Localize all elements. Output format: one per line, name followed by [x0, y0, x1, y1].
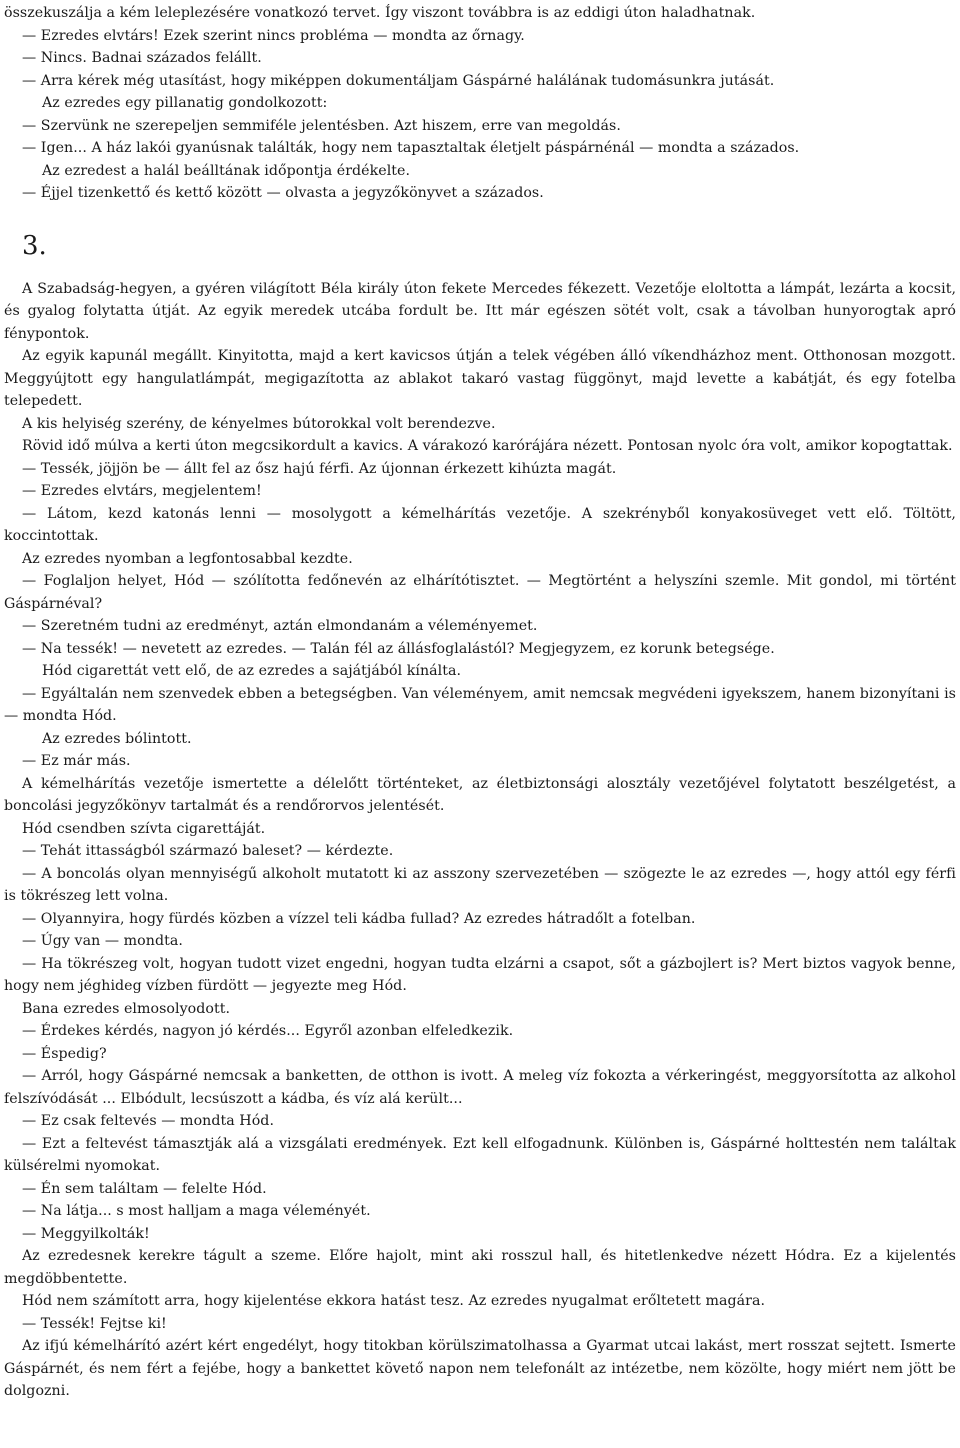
paragraph: — Nincs. Badnai százados felállt. [22, 50, 262, 66]
paragraph: Az ezredesnek kerekre tágult a szeme. Előre hajolt, mint aki rosszul hall, és hitetlenkedve nézett Hódra. Ez a kijelentés megdöbbentette. [4, 1248, 956, 1287]
paragraph: összekuszálja a kém leleplezésére vonatkozó tervet. Így viszont továbbra is az eddigi úton haladhatnak. [4, 5, 756, 21]
paragraph: — Ezredes elvtárs, megjelentem! [22, 483, 262, 499]
paragraph: — Egyáltalán nem szenvedek ebben a betegségben. Van véleményem, amit nemcsak megvédeni igyekszem, hanem bizonyítani is — mondta Hód. [4, 685, 956, 724]
paragraph: — Ez csak feltevés — mondta Hód. [22, 1113, 275, 1129]
paragraph: — Szeretném tudni az eredményt, aztán elmondanám a véleményemet. [22, 618, 538, 634]
paragraph: — Tessék! Fejtse ki! [22, 1315, 167, 1332]
paragraph: Hód nem számított arra, hogy kijelentése ekkora hatást tesz. Az ezredes nyugalmat erőltetett magára. [22, 1293, 766, 1309]
paragraph: — Ezt a feltevést támasztják alá a vizsgálati eredmények. Ezt kell elfogadnunk. Különben is, Gáspárné holttestén nem találtak külsérelmi nyomokat. [4, 1135, 956, 1174]
paragraph: — Ez már más. [22, 753, 131, 769]
paragraph: — Éjjel tizenkettő és kettő között — olvasta a jegyzőkönyvet a százados. [22, 185, 544, 201]
paragraph: Bana ezredes elmosolyodott. [22, 1000, 231, 1017]
paragraph: — Olyannyira, hogy fürdés közben a vízzel teli kádba fullad? Az ezredes hátradőlt a fotelban. [22, 910, 696, 927]
paragraph: — Ha tökrészeg volt, hogyan tudott vizet engedni, hogyan tudta elzárni a csapot, sőt a gázbojlert is? Mert biztos vagyok benne, hogy nem jéghideg vízben fürdött — jegyezte meg Hód. [4, 955, 956, 994]
paragraph: — Éspedig? [22, 1045, 107, 1062]
paragraph: Hód cigarettát vett elő, de az ezredes a sajátjából kínálta. [42, 663, 462, 679]
text-section-chapter-3 [4, 278, 956, 1403]
paragraph: A kis helyiség szerény, de kényelmes bútorokkal volt berendezve. [22, 415, 496, 432]
paragraph: — Foglaljon helyet, Hód — szólította fedőnevén az elhárítótisztet. — Megtörtént a helyszíni szemle. Mit gondol, mi történt Gáspárnéval? [4, 573, 956, 612]
paragraph: Az ezredes nyomban a legfontosabbal kezdte. [22, 550, 353, 567]
paragraph: — Na tessék! — nevetett az ezredes. — Talán fél az állásfoglalástól? Megjegyzem, ez korunk betegsége. [22, 640, 775, 657]
document-page [4, 2, 956, 1403]
paragraph: — Ezredes elvtárs! Ezek szerint nincs probléma — mondta az őrnagy. [22, 27, 525, 44]
paragraph: — Látom, kezd katonás lenni — mosolygott a kémelhárítás vezetője. A szekrényből konyakosüveget vett elő. Töltött, koccintottak. [4, 505, 956, 544]
paragraph: — A boncolás olyan mennyiségű alkoholt mutatott ki az asszony szervezetében — szögezte le az ezredes —, hogy attól egy férfi is tökrészeg lett volna. [4, 865, 956, 904]
paragraph: — Szervünk ne szerepeljen semmiféle jelentésben. Azt hiszem, erre van megoldás. [22, 117, 621, 134]
paragraph: — Én sem találtam — felelte Hód. [22, 1180, 267, 1197]
paragraph: Rövid idő múlva a kerti úton megcsikordult a kavics. A várakozó karórájára nézett. Pontosan nyolc óra volt, amikor kopogtattak. [22, 438, 953, 454]
paragraph: Az egyik kapunál megállt. Kinyitotta, majd a kert kavicsos útján a telek végében álló víkendházhoz ment. Otthonosan mozgott. Meggyújtott egy hangulatlámpát, megigazította az ablakot takaró vastag függönyt, majd levette a kabátját, és egy fotelba telepedett. [4, 348, 956, 409]
paragraph: Az ezredes egy pillanatig gondolkozott: [42, 95, 328, 111]
paragraph: — Tehát ittasságból származó baleset? — kérdezte. [22, 843, 394, 859]
paragraph: Az ezredest a halál beálltának időpontja érdékelte. [42, 162, 411, 179]
text-section-before-chapter [4, 2, 956, 205]
paragraph: — Arra kérek még utasítást, hogy miképpen dokumentáljam Gáspárné halálának tudomásunkra jutását. [22, 72, 775, 89]
paragraph: — Na látja... s most halljam a maga véleményét. [22, 1203, 371, 1219]
paragraph: — Meggyilkolták! [22, 1225, 150, 1242]
paragraph: — Úgy van — mondta. [22, 933, 183, 949]
paragraph: A kémelhárítás vezetője ismertette a délelőtt történteket, az életbiztonsági alosztály vezetőjével folytatott beszélgetést, a boncolási jegyzőkönyv tartalmát és a rendőrorvos jelentését. [4, 775, 956, 814]
paragraph: Hód csendben szívta cigarettáját. [22, 820, 266, 837]
paragraph: Az ezredes bólintott. [42, 730, 192, 747]
chapter-heading: 3. [22, 230, 47, 261]
paragraph: — Tessék, jöjjön be — állt fel az ősz hajú férfi. Az újonnan érkezett kihúzta magát. [22, 460, 617, 477]
paragraph: Az ifjú kémelhárító azért kért engedélyt, hogy titokban körülszimatolhassa a Gyarmat utcai lakást, mert rosszat sejtett. Ismerte Gáspárnét, és nem fért a fejébe, hogy a bankettet követő napon nem telefonált az intézetbe, nem közölte, hogy miért nem jött be dolgozni. [4, 1338, 956, 1399]
paragraph: — Érdekes kérdés, nagyon jó kérdés... Egyről azonban elfeledkezik. [22, 1023, 514, 1039]
paragraph: A Szabadság-hegyen, a gyéren világított Béla király úton fekete Mercedes fékezett. Vezetője eloltotta a lámpát, lezárta a kocsit, és gyalog folytatta útját. Az egyik meredek utcába fordult be. Itt már egészen sötét volt, csak a távolban hunyorogtak apró fénypontok. [4, 280, 956, 342]
paragraph: — Arról, hogy Gáspárné nemcsak a banketten, de otthon is ivott. A meleg víz fokozta a vérkeringést, meggyorsította az alkohol felszívódását ... Elbódult, lecsúszott a kádba, és víz alá került... [4, 1068, 956, 1107]
paragraph: — Igen... A ház lakói gyanúsnak találták, hogy nem tapasztaltak életjelt páspárnénál — mondta a százados. [22, 140, 800, 156]
